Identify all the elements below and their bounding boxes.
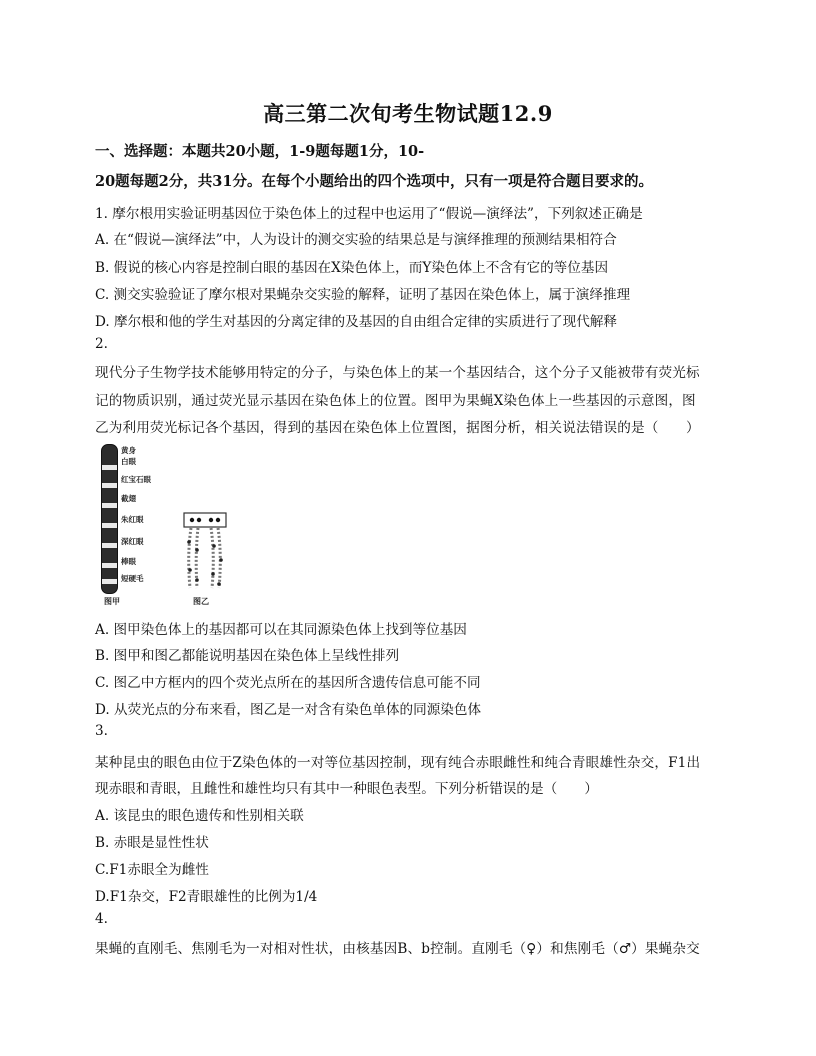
- section-heading-line-1: 一、选择题：本题共20小题，1-9题每题1分，10-: [95, 143, 425, 160]
- q2-option-a: A. 图甲染色体上的基因都可以在其同源染色体上找到等位基因: [95, 622, 467, 638]
- gene-label: 截翅: [121, 494, 136, 503]
- q3-option-c: C.F1赤眼全为雌性: [95, 862, 209, 878]
- q2-stem-line-1: 现代分子生物学技术能够用特定的分子，与染色体上的某一个基因结合，这个分子又能被带有荧光标: [95, 365, 700, 381]
- fluorescent-chromosome-diagram: [181, 510, 231, 592]
- q1-option-a: A. 在“假说—演绎法”中，人为设计的测交实验的结果总是与演绎推理的预测结果相符合: [95, 232, 617, 248]
- q1-stem: 1. 摩尔根用实验证明基因位于染色体上的过程中也运用了“假说—演绎法”，下列叙述正确是: [95, 206, 643, 222]
- q3-stem-line-1: 某种昆虫的眼色由位于Z染色体的一对等位基因控制，现有纯合赤眼雌性和纯合青眼雄性杂交，F1出: [95, 755, 701, 771]
- q3-stem-line-2: 现赤眼和青眼，且雌性和雄性均只有其中一种眼色表型。下列分析错误的是（ ）: [95, 781, 598, 797]
- section-heading-line-2: 20题每题2分，共31分。在每个小题给出的四个选项中，只有一项是符合题目要求的。: [95, 173, 653, 190]
- figure-caption-b: 图乙: [193, 597, 209, 606]
- figure-caption-a: 图甲: [104, 597, 120, 606]
- gene-label: 深红眼: [121, 537, 144, 546]
- gene-label: 短硬毛: [121, 574, 144, 583]
- gene-label: 红宝石眼: [121, 475, 151, 484]
- q1-option-b: B. 假说的核心内容是控制白眼的基因在X染色体上，而Y染色体上不含有它的等位基因: [95, 260, 609, 276]
- q4-stem-line-1: 果蝇的直刚毛、焦刚毛为一对相对性状，由核基因B、b控制。直刚毛（♀）和焦刚毛（♂）果蝇杂交: [95, 941, 700, 957]
- chromosome-figure: [95, 440, 265, 610]
- q2-option-c: C. 图乙中方框内的四个荧光点所在的基因所含遗传信息可能不同: [95, 675, 481, 691]
- q3-option-d: D.F1杂交，F2青眼雄性的比例为1/4: [95, 889, 318, 905]
- q2-stem-line-3: 乙为利用荧光标记各个基因，得到的基因在染色体上位置图，据图分析，相关说法错误的是（ ）: [95, 420, 700, 436]
- q2-option-b: B. 图甲和图乙都能说明基因在染色体上呈线性排列: [95, 648, 400, 664]
- q1-option-c: C. 测交实验验证了摩尔根对果蝇杂交实验的解释，证明了基因在染色体上，属于演绎推理: [95, 287, 631, 303]
- q3-option-a: A. 该昆虫的眼色遗传和性别相关联: [95, 808, 304, 824]
- q4-number: 4.: [95, 911, 108, 927]
- q2-option-d: D. 从荧光点的分布来看，图乙是一对含有染色单体的同源染色体: [95, 702, 482, 718]
- page-title: 高三第二次旬考生物试题12.9: [263, 101, 553, 126]
- q3-number: 3.: [95, 723, 108, 739]
- q3-option-b: B. 赤眼是显性性状: [95, 835, 209, 851]
- gene-label: 棒眼: [121, 557, 136, 566]
- chromosome-a-diagram: [101, 444, 118, 594]
- q1-option-d: D. 摩尔根和他的学生对基因的分离定律的及基因的自由组合定律的实质进行了现代解释: [95, 314, 618, 330]
- q2-number: 2.: [95, 336, 108, 352]
- gene-label: 朱红眼: [121, 515, 144, 524]
- gene-label: 白眼: [121, 457, 136, 466]
- gene-label: 黄身: [121, 446, 136, 455]
- q2-stem-line-2: 记的物质识别，通过荧光显示基因在染色体上的位置。图甲为果蝇X染色体上一些基因的示意图，图: [95, 393, 696, 409]
